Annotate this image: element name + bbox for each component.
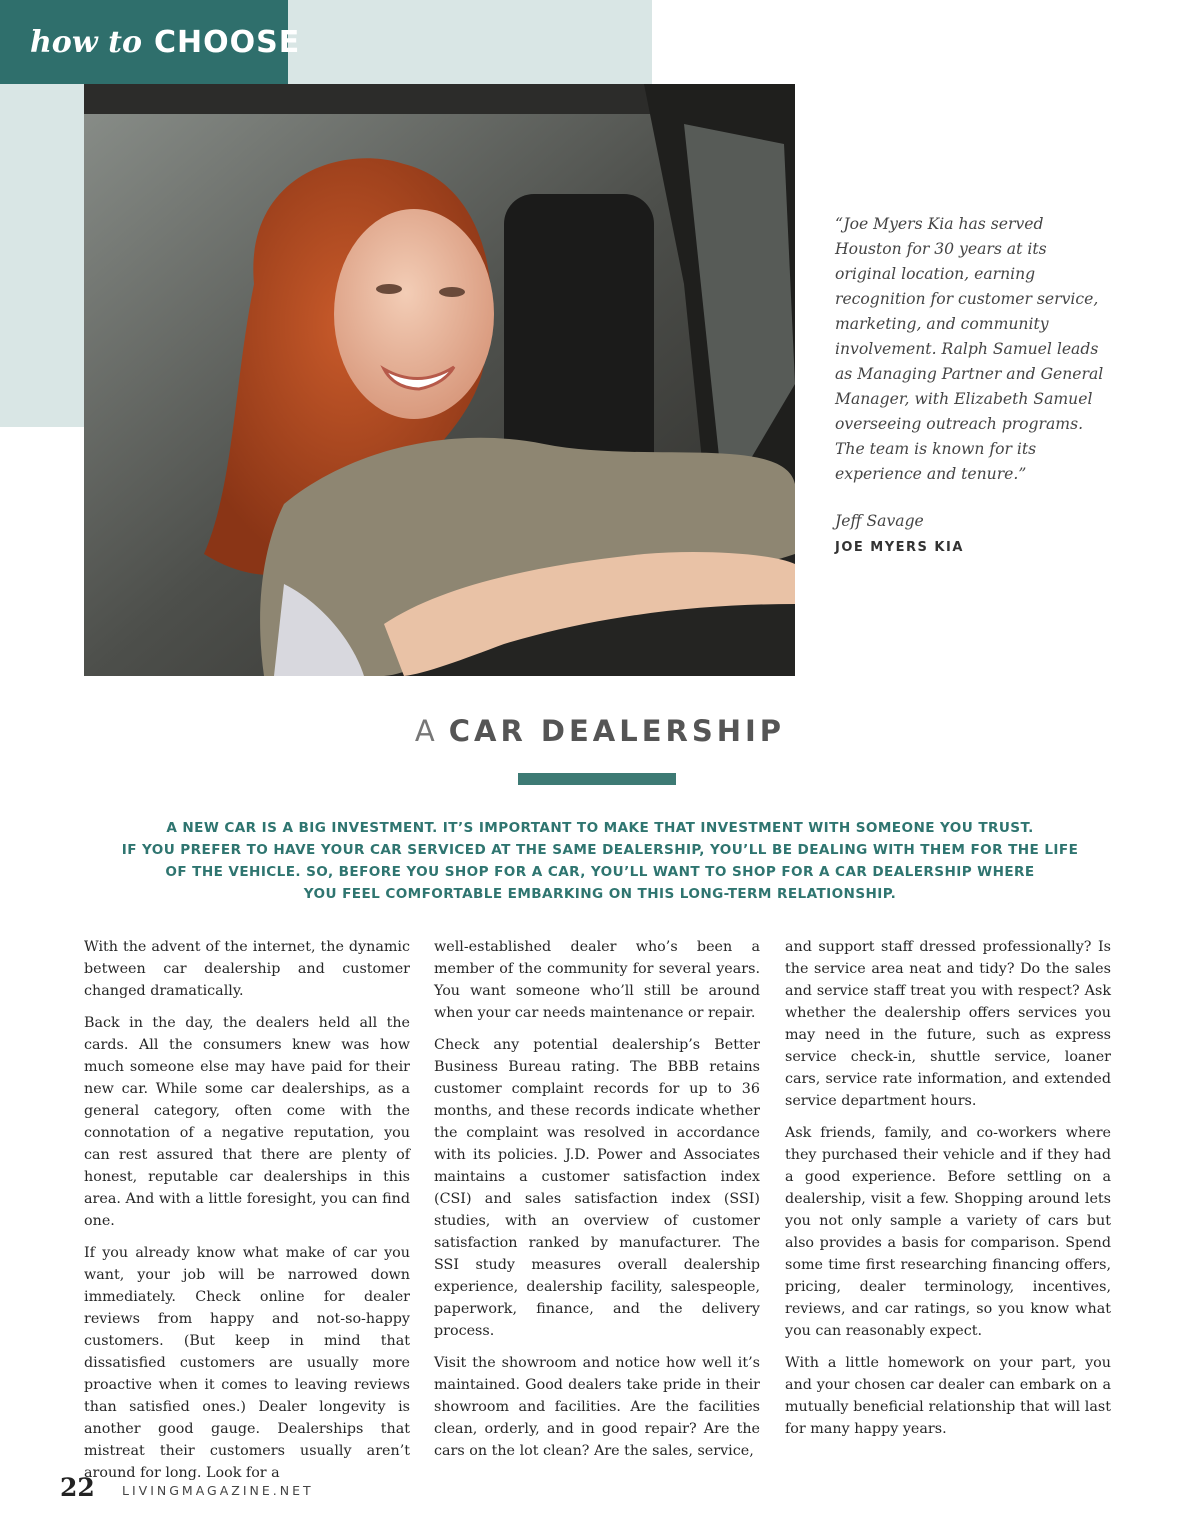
body-paragraph: and support staff dressed professionally? Is the service area neat and tidy? Do the sales and service staff treat you with respect? Ask whether the dealership offers services you may need in the future, such as express service check-in, shuttle service, loaner cars, service rate information, and extended service department hours.	[785, 939, 1111, 1109]
hero-photo-woman-in-car	[84, 84, 795, 676]
body-paragraph: With a little homework on your part, you and your chosen car dealer can embark on a mutually beneficial relationship that will last for many happy years.	[785, 1355, 1111, 1437]
body-paragraph: Ask friends, family, and co-workers where they purchased their vehicle and if they had a good experience. Before settling on a dealership, visit a few. Shopping around lets you not only sample a variety of cars but also provides a basis for comparison. Spend some time first researching financing offers, pricing, dealer terminology, incentives, reviews, and car ratings, so you know what you can reasonably expect.	[785, 1125, 1111, 1339]
quote-attribution-name: Jeff Savage	[835, 512, 924, 530]
site-url: LIVINGMAGAZINE.NET	[122, 1483, 314, 1498]
body-paragraph: Visit the showroom and notice how well it’s maintained. Good dealers take pride in their showroom and facilities. Are the facilities clean, orderly, and in good repair? Are the cars on the lot clean? Are the sales, service,	[434, 1355, 760, 1459]
article-deck	[120, 817, 1080, 905]
quote-attribution-org: JOE MYERS KIA	[835, 540, 964, 555]
deck-line: A NEW CAR IS A BIG INVESTMENT. IT’S IMPORTANT TO MAKE THAT INVESTMENT WITH SOMEONE YOU TRUST.	[166, 820, 1034, 836]
body-paragraph: well-established dealer who’s been a member of the community for several years. You want someone who’ll still be around when your car needs maintenance or repair.	[434, 939, 760, 1021]
body-column-1	[84, 936, 410, 1494]
body-paragraph: If you already know what make of car you want, your job will be narrowed down immediately. Check online for dealer reviews from happy and not-so-happy customers. (But keep in mind that dissatisfied customers are usually more proactive when it comes to leaving reviews than satisfied ones.) Dealer longevity is another good gauge. Dealerships that mistreat their customers usually aren’t around for long. Look for a	[84, 1245, 410, 1481]
body-paragraph: Check any potential dealership’s Better Business Bureau rating. The BBB retains customer complaint records for up to 36 months, and these records indicate whether the complaint was resolved in accordance with its policies. J.D. Power and Associates maintains a customer satisfaction index (CSI) and sales satisfaction index (SSI) studies, with an overview of customer satisfaction ranked by manufacturer. The SSI study measures overall dealership experience, dealership facility, salespeople, paperwork, finance, and the delivery process.	[434, 1037, 760, 1339]
body-column-2	[434, 936, 760, 1472]
page-number: 22	[60, 1473, 95, 1502]
body-paragraph: With the advent of the internet, the dynamic between car dealership and customer changed dramatically.	[84, 939, 410, 999]
body-paragraph: Back in the day, the dealers held all the cards. All the consumers knew was how much someone else may have paid for their new car. While some car dealerships, as a general category, often come with the connotation of a negative reputation, you can rest assured that there are plenty of honest, reputable car dealerships in this area. And with a little foresight, you can find one.	[84, 1015, 410, 1229]
section-tag-italic: how to	[30, 24, 142, 60]
pull-quote: “Joe Myers Kia has served Houston for 30 years at its original location, earning recognition for customer service, marketing, and community involvement. Ralph Samuel leads as Managing Partner and General Manager, with Elizabeth Samuel overseeing outreach programs. The team is known for its experience and tenure.”	[835, 215, 1104, 483]
article-headline	[0, 714, 1200, 748]
section-tag	[0, 0, 301, 84]
section-tag-bold: CHOOSE	[153, 24, 301, 60]
deck-line: YOU FEEL COMFORTABLE EMBARKING ON THIS LONG-TERM RELATIONSHIP.	[303, 886, 897, 902]
headline-prefix: A	[414, 714, 439, 748]
headline-main: CAR DEALERSHIP	[448, 714, 786, 748]
headline-rule	[518, 773, 676, 785]
body-column-3	[785, 936, 1111, 1450]
deck-line: OF THE VEHICLE. SO, BEFORE YOU SHOP FOR A CAR, YOU’LL WANT TO SHOP FOR A CAR DEALERSHIP WHERE	[165, 864, 1035, 880]
deck-line: IF YOU PREFER TO HAVE YOUR CAR SERVICED AT THE SAME DEALERSHIP, YOU’LL BE DEALING WITH THEM FOR THE LIFE	[121, 842, 1079, 858]
